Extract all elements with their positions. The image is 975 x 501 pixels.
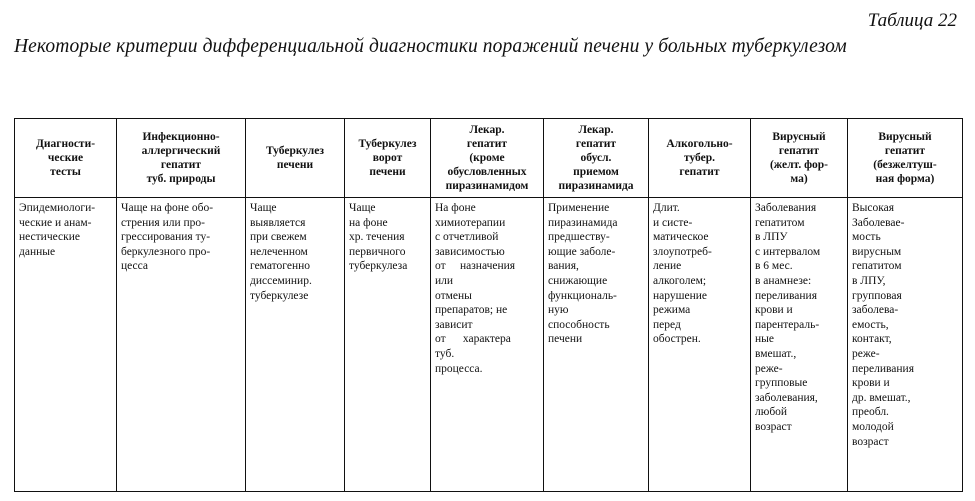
cell-line: гепатитом — [852, 260, 902, 273]
cell-line: злоупотреб- — [653, 245, 712, 258]
cell-line: при свежем — [250, 231, 307, 244]
header-line: туб. природы — [146, 173, 216, 185]
table-row — [15, 198, 963, 492]
cell-line: в ЛПУ — [755, 231, 788, 244]
header-cell — [544, 119, 649, 198]
cell-line: вирусным — [852, 245, 902, 258]
cell-line: Эпидемиологи- — [19, 202, 96, 214]
header-line: гепатит — [160, 159, 202, 171]
cell-line: групповые — [755, 377, 808, 390]
header-line: Инфекционно- — [142, 131, 220, 143]
cell-line: Заболевае- — [852, 216, 905, 229]
header-line: (безжелтуш- — [873, 159, 937, 171]
cell-line: нестические — [19, 231, 80, 244]
cell-line: Применение — [548, 202, 610, 214]
header-cell — [848, 119, 963, 198]
header-cell — [431, 119, 544, 198]
cell-line: ную — [548, 304, 569, 317]
cell-line: снижающие — [548, 274, 608, 287]
cell-line: предшеству- — [548, 231, 610, 244]
cell-line: матическое — [653, 231, 709, 244]
cell-line: химиотерапии — [435, 216, 506, 229]
cell-line: преобл. — [852, 406, 889, 419]
header-line: гепатит — [884, 145, 926, 157]
cell-line: в 6 мес. — [755, 260, 793, 273]
cell-line: возраст — [852, 435, 889, 448]
cell-line: переливания — [755, 289, 817, 302]
cell-line: Чаще — [349, 202, 376, 214]
cell-line: реже- — [852, 347, 880, 360]
cell-line: режима — [653, 304, 691, 317]
cell-line: Длит. — [653, 202, 680, 214]
cell-line: или — [435, 274, 454, 287]
header-line: гепатит — [466, 138, 508, 150]
cell-line: др. вмешат., — [852, 391, 911, 404]
cell-line: грессирования ту- — [121, 231, 211, 244]
cell-line: функциональ- — [548, 289, 617, 302]
header-line: приемом — [573, 166, 619, 178]
cell-line: беркулезного про- — [121, 245, 211, 258]
header-row — [15, 119, 963, 198]
cell-line: заболева- — [852, 304, 899, 317]
table-number: Таблица 22 — [867, 10, 957, 31]
cell-line: крови и — [852, 377, 890, 390]
cell-line: препаратов; не — [435, 304, 508, 317]
header-line: Алкогольно- — [666, 138, 733, 150]
cell-line: Заболевания — [755, 202, 817, 214]
cell-line: и систе- — [653, 216, 693, 229]
header-line: Лекар. — [469, 124, 505, 136]
cell-line: контакт, — [852, 333, 892, 346]
cell-line: хр. течения — [349, 231, 405, 244]
header-line: гепатит — [679, 166, 720, 178]
header-line: печени — [369, 166, 406, 178]
cell-line: вания, — [548, 260, 579, 273]
cell-line: зависит — [435, 318, 473, 331]
table-cell — [751, 198, 848, 492]
header-line: Диагности- — [35, 138, 96, 150]
cell-line: от назначения — [435, 260, 516, 273]
cell-line: данные — [19, 245, 56, 258]
table-cell — [649, 198, 751, 492]
header-cell — [246, 119, 345, 198]
cell-line: отмены — [435, 289, 472, 302]
cell-line: гепатитом — [755, 216, 805, 229]
diagnosis-table — [14, 118, 963, 492]
cell-line: Чаще на фоне обо- — [121, 202, 214, 214]
cell-line: молодой — [852, 420, 894, 433]
cell-line: На фоне — [435, 202, 476, 214]
cell-line: ющие заболе- — [548, 245, 616, 258]
header-line: Вирусный — [772, 131, 826, 143]
header-line: печени — [276, 159, 314, 171]
header-line: ческие — [47, 152, 84, 164]
cell-line: в ЛПУ, — [852, 274, 886, 287]
cell-line: гематогенно — [250, 260, 311, 273]
cell-line: вмешат., — [755, 347, 797, 360]
cell-line: ные — [755, 333, 774, 346]
cell-line: нелеченном — [250, 245, 308, 258]
cell-line: туб. — [435, 347, 455, 360]
cell-line: зависимостью — [435, 245, 505, 258]
header-line: Вирусный — [878, 131, 932, 143]
header-line: Туберкулез — [358, 138, 417, 150]
cell-line: парентераль- — [755, 318, 820, 331]
table-caption: Некоторые критерии дифференциальной диагностики поражений печени у больных туберкулезом — [14, 36, 847, 57]
cell-line: заболевания, — [755, 391, 818, 404]
cell-line: емость, — [852, 318, 889, 331]
header-line: обусловленных — [447, 166, 527, 178]
header-line: тубер. — [683, 152, 716, 164]
cell-line: способность — [548, 318, 610, 331]
header-line: гепатит — [778, 145, 820, 157]
header-line: Лекар. — [578, 124, 614, 136]
table-cell — [15, 198, 117, 492]
header-line: ворот — [372, 152, 403, 164]
cell-line: выявляется — [250, 216, 306, 229]
cell-line: в анамнезе: — [755, 274, 812, 287]
cell-line: ческие и анам- — [19, 216, 92, 229]
header-cell — [345, 119, 431, 198]
header-line: Туберкулез — [266, 145, 324, 157]
header-cell — [751, 119, 848, 198]
header-line: тесты — [50, 166, 81, 178]
cell-line: с интервалом — [755, 245, 821, 258]
cell-line: первичного — [349, 245, 406, 258]
cell-line: на фоне — [349, 216, 388, 229]
table-cell — [848, 198, 963, 492]
cell-line: диссеминир. — [250, 274, 312, 287]
cell-line: обострен. — [653, 333, 701, 346]
header-line: пиразинамидом — [445, 180, 529, 192]
cell-line: ление — [653, 260, 682, 273]
cell-line: пиразинамида — [548, 216, 618, 229]
header-cell — [15, 119, 117, 198]
header-line: (кроме — [469, 152, 505, 164]
cell-line: перед — [653, 318, 681, 331]
cell-line: процесса. — [435, 362, 483, 375]
table-cell — [544, 198, 649, 492]
table-cell — [246, 198, 345, 492]
cell-line: алкоголем; — [653, 274, 707, 287]
cell-line: возраст — [755, 420, 792, 433]
cell-line: переливания — [852, 362, 914, 375]
cell-line: нарушение — [653, 289, 707, 302]
header-cell — [117, 119, 246, 198]
cell-line: групповая — [852, 289, 902, 302]
table-cell — [431, 198, 544, 492]
cell-line: печени — [548, 333, 583, 346]
header-line: (желт. фор- — [769, 159, 829, 171]
cell-line: туберкулезе — [250, 289, 309, 302]
cell-line: Высокая — [852, 202, 895, 214]
cell-line: Чаще — [250, 202, 277, 214]
cell-line: реже- — [755, 362, 783, 375]
header-line: ная форма) — [875, 173, 935, 185]
cell-line: от характера — [435, 333, 511, 346]
cell-line: цесса — [121, 260, 148, 273]
cell-line: любой — [755, 406, 788, 419]
cell-line: стрения или про- — [121, 216, 206, 229]
cell-line: мость — [852, 231, 881, 244]
header-line: ма) — [790, 173, 808, 185]
header-line: пиразинамида — [558, 180, 634, 192]
header-line: аллергический — [141, 145, 221, 157]
cell-line: крови и — [755, 304, 793, 317]
table-cell — [117, 198, 246, 492]
header-cell — [649, 119, 751, 198]
cell-line: туберкулеза — [349, 260, 408, 273]
cell-line: с отчетливой — [435, 231, 499, 244]
table-cell — [345, 198, 431, 492]
header-line: гепатит — [575, 138, 617, 150]
header-line: обусл. — [580, 152, 612, 164]
